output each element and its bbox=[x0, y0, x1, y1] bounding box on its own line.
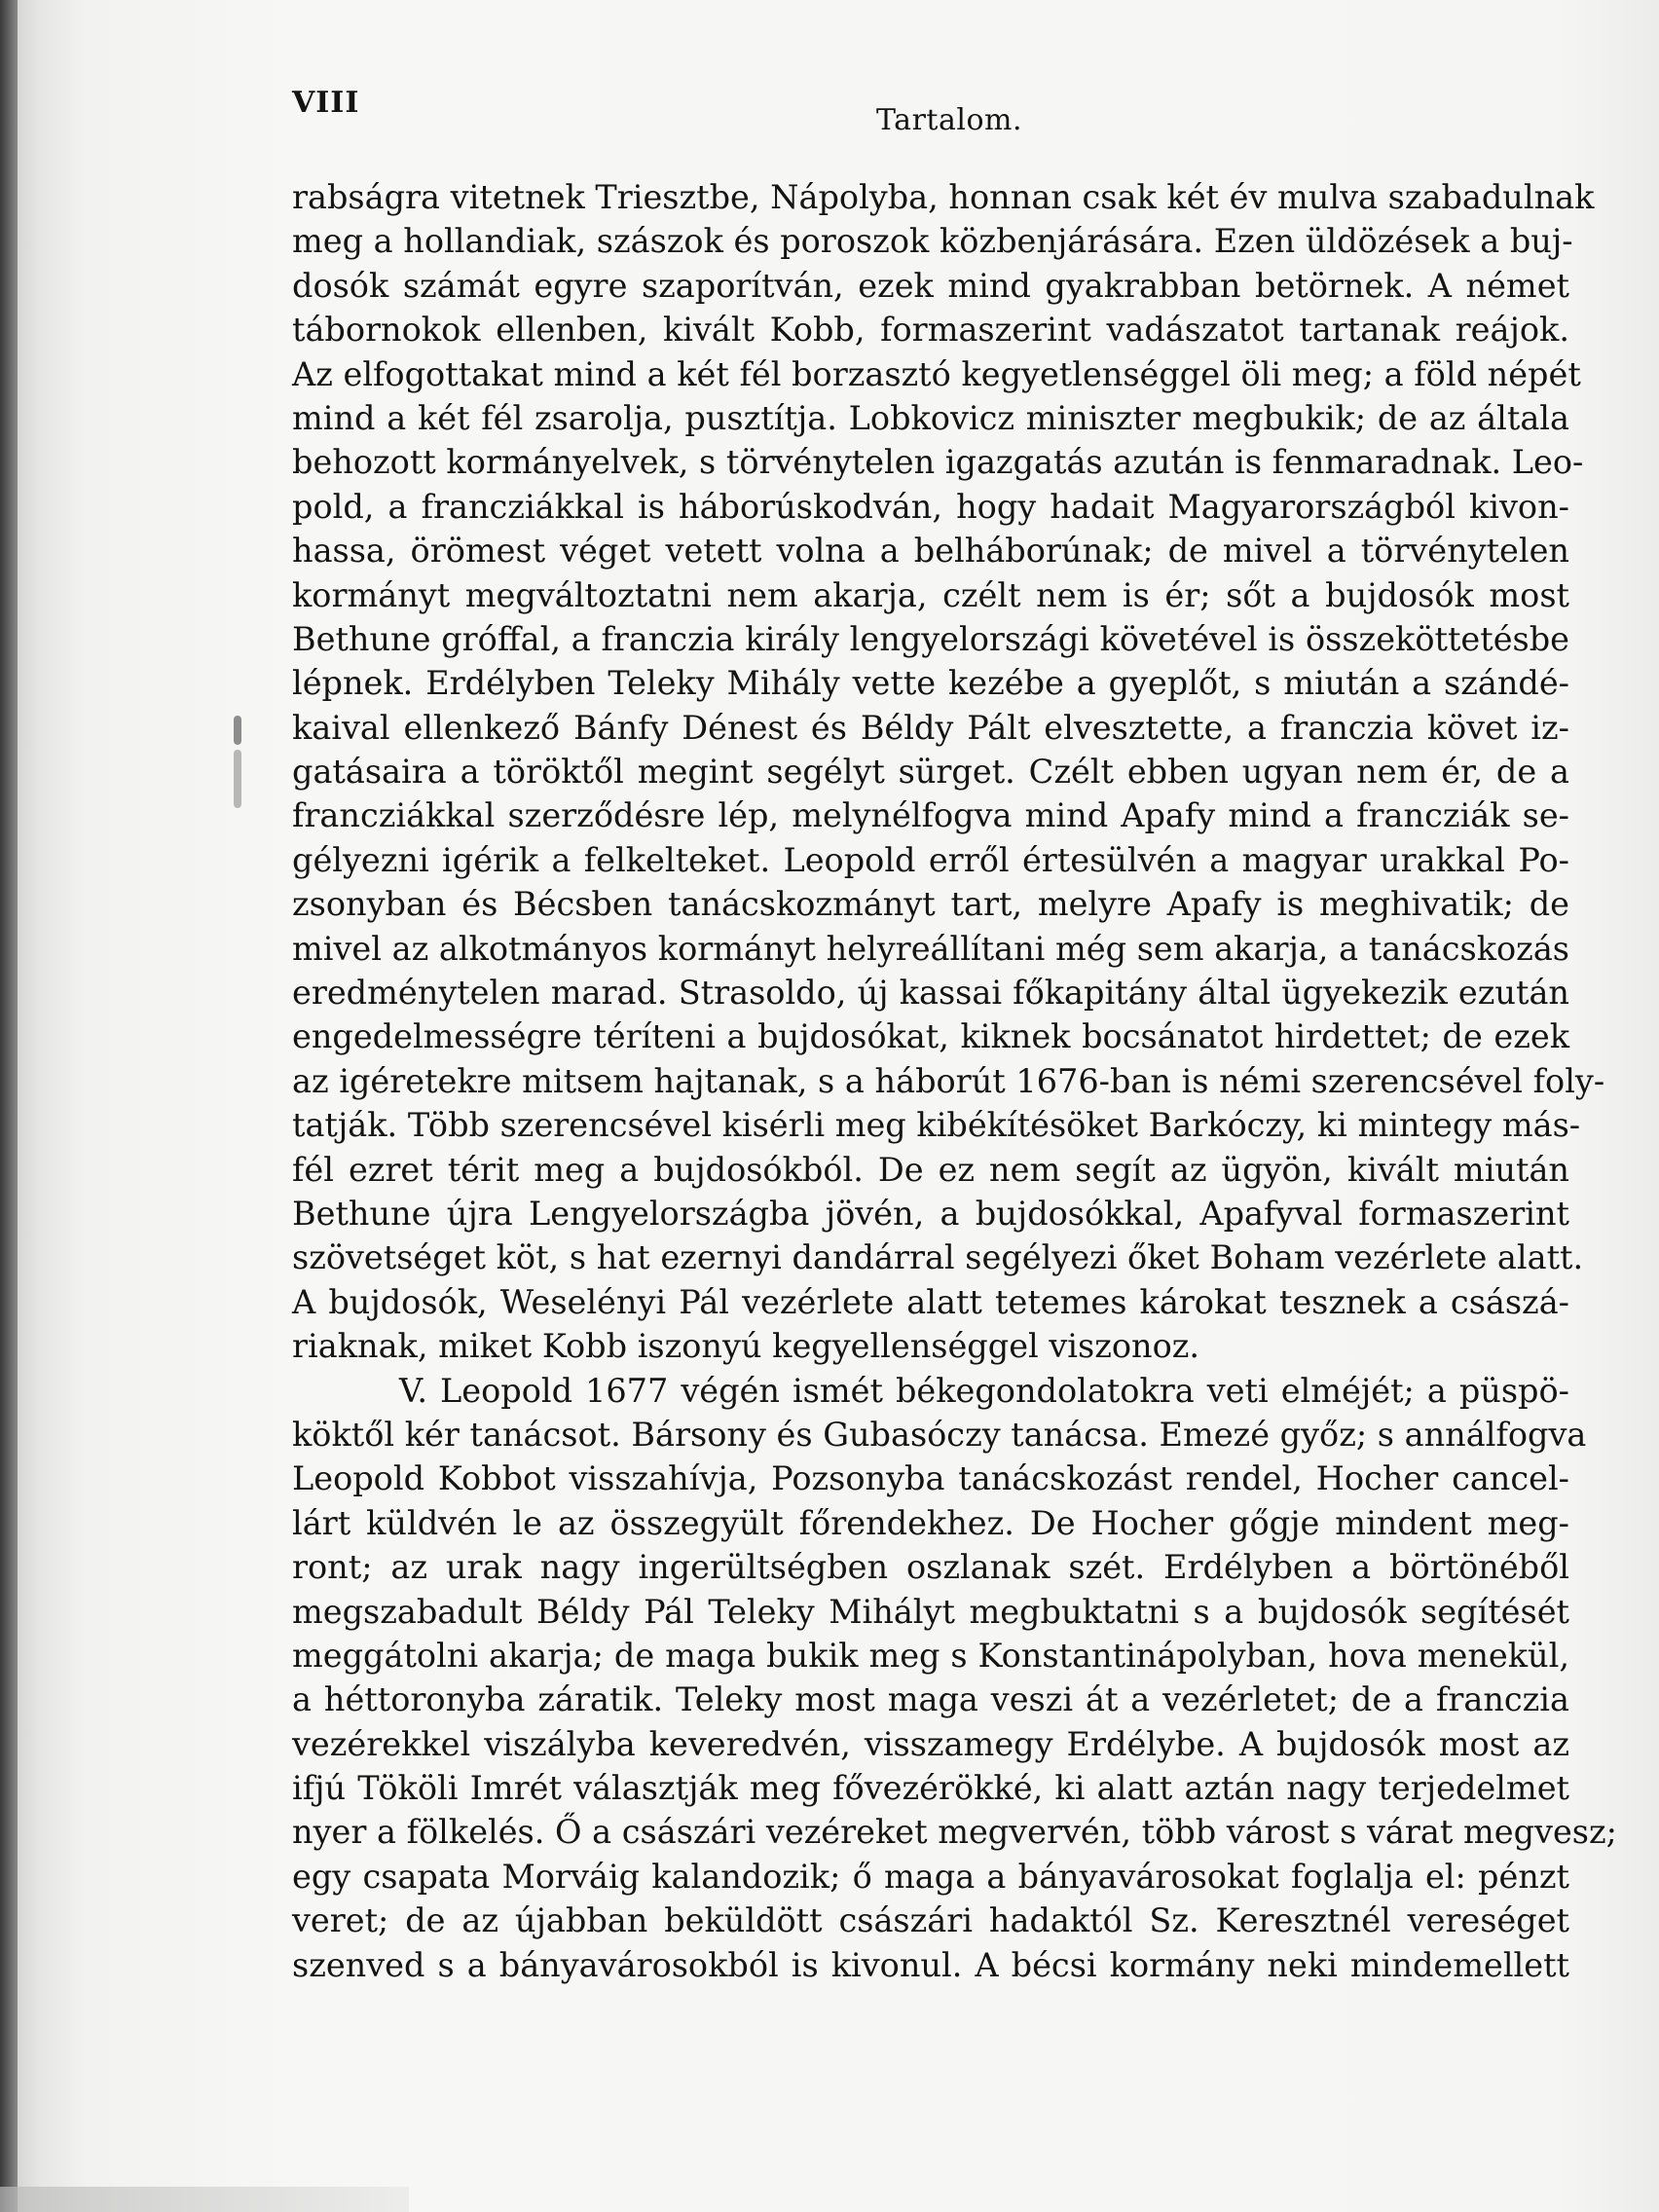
text-line: rabságra vitetnek Triesztbe, Nápolyba, honnan csak két év mulva szabadulnak bbox=[292, 178, 1595, 216]
text-line: A bujdosók, Weselényi Pál vezérlete alatt tetemes károkat tesznek a császá- bbox=[292, 1282, 1569, 1321]
text-line: lárt küldvén le az összegyült főrendekhez. De Hocher gőgje mindent meg- bbox=[292, 1503, 1569, 1542]
text-line: V. Leopold 1677 végén ismét békegondolatokra veti elméjét; a püspö- bbox=[399, 1371, 1569, 1410]
text-line: fél ezret térit meg a bujdosókból. De ez nem segít az ügyön, kivált miután bbox=[292, 1150, 1569, 1189]
body-text bbox=[292, 175, 1617, 1987]
text-line: Bethune gróffal, a franczia király lengyelországi követével is összeköttetésbe bbox=[292, 619, 1569, 658]
text-line: a héttoronyba záratik. Teleky most maga veszi át a vezérletet; de a franczia bbox=[292, 1680, 1569, 1719]
text-line: behozott kormányelvek, s törvénytelen igazgatás azután is fenmaradnak. Leo- bbox=[292, 443, 1584, 482]
text-line: meggátolni akarja; de maga bukik meg s Konstantinápolyban, hova menekül, bbox=[292, 1636, 1569, 1675]
text-line: egy csapata Morváig kalandozik; ő maga a bányavárosokat foglalja el: pénzt bbox=[292, 1857, 1569, 1896]
text-line: tatják. Több szerencsével kisérli meg kibékítésöket Barkóczy, ki mintegy más- bbox=[292, 1106, 1581, 1145]
text-line: francziákkal szerződésre lép, melynélfogva mind Apafy mind a francziák se- bbox=[292, 796, 1569, 835]
text-line: dosók számát egyre szaporítván, ezek mind gyakrabban betörnek. A német bbox=[292, 266, 1569, 305]
margin-mark bbox=[234, 716, 241, 745]
margin-mark bbox=[234, 750, 241, 808]
text-line: pold, a francziákkal is háborúskodván, hogy hadait Magyarországból kivon- bbox=[292, 487, 1569, 526]
text-line: kormányt megváltoztatni nem akarja, czélt nem is ér; sőt a bujdosók most bbox=[292, 575, 1569, 614]
text-line: ront; az urak nagy ingerültségben oszlanak szét. Erdélyben a börtönéből bbox=[292, 1548, 1569, 1587]
scan-watermark-smudge bbox=[0, 2187, 409, 2212]
running-title: Tartalom. bbox=[876, 103, 1022, 137]
text-line: nyer a fölkelés. Ő a császári vezéreket megvervén, több várost s várat megvesz; bbox=[292, 1813, 1617, 1852]
text-line: mivel az alkotmányos kormányt helyreállítani még sem akarja, a tanácskozás bbox=[292, 929, 1569, 968]
text-line: mind a két fél zsarolja, pusztítja. Lobkovicz miniszter megbukik; de az általa bbox=[292, 398, 1569, 437]
text-line: eredménytelen marad. Strasoldo, új kassai főkapitány által ügyekezik ezután bbox=[292, 974, 1569, 1013]
text-line: megszabadult Béldy Pál Teleky Mihályt megbuktatni s a bujdosók segítését bbox=[292, 1592, 1569, 1631]
text-line: az igéretekre mitsem hajtanak, s a háborút 1676-ban is némi szerencsével foly- bbox=[292, 1061, 1605, 1100]
text-line: vezérekkel viszályba keveredvén, visszamegy Erdélybe. A bujdosók most az bbox=[292, 1724, 1569, 1763]
text-line: szenved s a bányavárosokból is kivonul. A bécsi kormány neki mindemellett bbox=[292, 1945, 1569, 1984]
text-line: hassa, örömest véget vetett volna a belháborúnak; de mivel a törvénytelen bbox=[292, 532, 1569, 571]
text-line: gélyezni igérik a felkelteket. Leopold erről értesülvén a magyar urakkal Po- bbox=[292, 840, 1569, 879]
text-line: zsonyban és Bécsben tanácskozmányt tart, melyre Apafy is meghivatik; de bbox=[292, 885, 1569, 924]
page-number: VIII bbox=[292, 86, 360, 120]
book-spine-edge bbox=[0, 0, 18, 2212]
text-line: kaival ellenkező Bánfy Dénest és Béldy Pált elvesztette, a franczia követ iz- bbox=[292, 708, 1569, 747]
text-line: Leopold Kobbot visszahívja, Pozsonyba tanácskozást rendel, Hocher cancel- bbox=[292, 1459, 1569, 1498]
text-line: engedelmességre téríteni a bujdosókat, kiknek bocsánatot hirdettet; de ezek bbox=[292, 1017, 1569, 1056]
text-line: gatásaira a töröktől megint segélyt sürget. Czélt ebben ugyan nem ér, de a bbox=[292, 753, 1569, 792]
text-line: veret; de az újabban beküldött császári hadaktól Sz. Keresztnél vereséget bbox=[292, 1901, 1569, 1940]
text-line: ifjú Tököli Imrét választják meg fővezérökké, ki alatt aztán nagy terjedelmet bbox=[292, 1769, 1569, 1808]
text-line: riaknak, miket Kobb iszonyú kegyellenséggel viszonoz. bbox=[292, 1327, 1200, 1366]
text-line: tábornokok ellenben, kivált Kobb, formaszerint vadászatot tartanak reájok. bbox=[292, 311, 1569, 350]
text-line: köktől kér tanácsot. Bársony és Gubasóczy tanácsa. Emezé győz; s annálfogva bbox=[292, 1415, 1587, 1454]
text-line: Bethune újra Lengyelországba jövén, a bujdosókkal, Apafyval formaszerint bbox=[292, 1194, 1569, 1233]
text-line: szövetséget köt, s hat ezernyi dandárral segélyezi őket Boham vezérlete alatt. bbox=[292, 1238, 1584, 1277]
text-line: meg a hollandiak, szászok és poroszok közbenjárására. Ezen üldözések a buj- bbox=[292, 222, 1573, 261]
text-line: lépnek. Erdélyben Teleky Mihály vette kezébe a gyeplőt, s miután a szándé- bbox=[292, 664, 1569, 703]
text-line: Az elfogottakat mind a két fél borzasztó kegyetlenséggel öli meg; a föld népét bbox=[292, 354, 1581, 393]
